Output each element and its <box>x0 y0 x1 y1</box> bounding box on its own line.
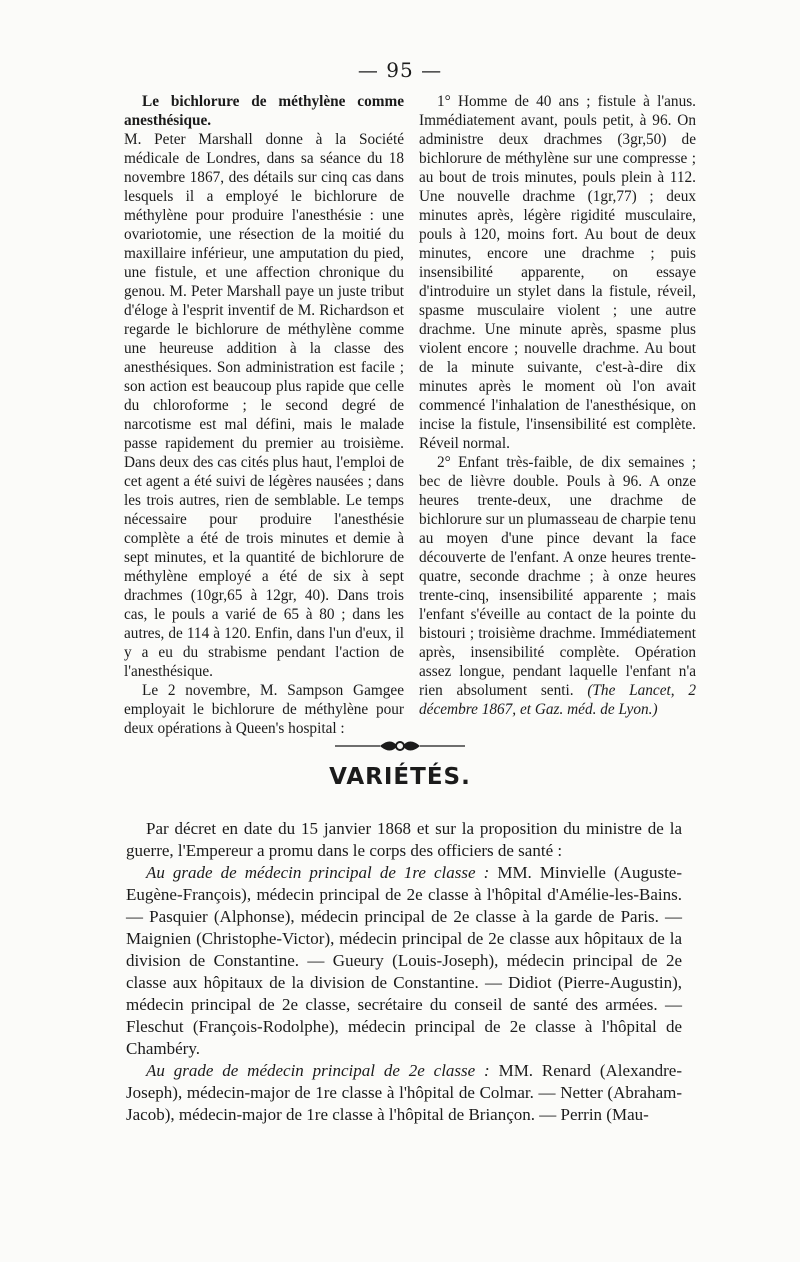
promotion-paragraph <box>126 1060 682 1126</box>
promotion-paragraph <box>126 862 682 1060</box>
right-column <box>419 92 696 719</box>
article-paragraph: M. Peter Marshall donne à la Société médicale de Londres, dans sa séance du 18 novembre 1867, des détails sur cinq cas dans lesquels il a employé le bichlorure de méthylène pour produire l'anesthésie : une ovariotomie, une résection de la moitié du maxillaire inférieur, une amputation du pied, une fistule, et une affection chronique du genou. M. Peter Marshall paye un juste tribut d'éloge à l'esprit inventif de M. Richardson et regarde le bichlorure de méthylène comme une heureuse addition à la classe des anesthésiques. Son administration est facile ; son action est beaucoup plus rapide que celle du chloroforme ; le second degré de narcotisme est mal défini, mais le malade passe rapidement du premier au troisième. Dans deux des cas cités plus haut, l'emploi de cet agent a été suivi de légères nausées ; dans les trois autres, rien de semblable. Le temps nécessaire pour produire l'anesthésie complète a été de trois minutes et demie à sept minutes, et la quantité de bichlorure de méthylène employé a été de six à sept drachmes (10gr,65 à 12gr, 40). Dans trois cas, le pouls a varié de 65 à 80 ; dans les autres, de 114 à 120. Enfin, dans l'un d'eux, il y a eu du strabisme pendant l'action de l'anesthésique. <box>124 131 404 680</box>
promotion-list: MM. Renard (Alexandre-Joseph), médecin-major de 1re classe à l'hôpital de Colmar. — Netter (Abraham-Jacob), médecin-major de 1re classe à l'hôpital de Briançon. — Perrin (Mau- <box>126 1061 682 1124</box>
case-paragraph <box>419 453 696 719</box>
grade-heading: Au grade de médecin principal de 1re classe : <box>146 863 490 882</box>
promotion-list: MM. Minvielle (Auguste-Eugène-François), médecin principal de 2e classe à l'hôpital d'Amélie-les-Bains. — Pasquier (Alphonse), médecin principal de 2e classe à la garde de Paris. — Maignien (Christophe-Victor), médecin principal de 2e classe aux hôpitaux de la division de Constantine. — Gueury (Louis-Joseph), médecin principal de 2e classe aux hôpitaux de la division de Constantine. — Didiot (Pierre-Augustin), médecin principal de 2e classe, secrétaire du conseil de santé des armées. — Fleschut (François-Rodolphe), médecin principal de 2e classe à l'hôpital de Chambéry. <box>126 863 682 1058</box>
left-column <box>124 92 404 738</box>
grade-heading: Au grade de médecin principal de 2e classe : <box>146 1061 490 1080</box>
ornamental-rule-icon <box>0 740 800 752</box>
case-text: 2° Enfant très-faible, de dix semaines ; bec de lièvre double. Pouls à 96. A onze heures trente-deux, une drachme de bichlorure sur un plumasseau de charpie tenu au moyen d'une pince devant la face découverte de l'enfant. A onze heures trente-quatre, seconde drachme ; à onze heures trente-cinq, insensibilité apparente ; mais l'enfant s'éveille au contact de la pointe du bistouri ; troisième drachme. Immédiatement après, insensibilité complète. Opération assez longue, pendant laquelle l'enfant n'a rien absolument senti. <box>419 454 696 699</box>
article-heading: Le bichlorure de méthylène comme anesthésique. <box>124 93 404 129</box>
case-paragraph: 1° Homme de 40 ans ; fistule à l'anus. Immédiatement avant, pouls petit, à 96. On administre deux drachmes (3gr,50) de bichlorure de méthylène sur une compresse ; au bout de trois minutes, pouls plein à 112. Une nouvelle drachme (1gr,77) ; deux minutes après, légère rigidité musculaire, pouls à 120, moins fort. Au bout de deux minutes, encore une drachme ; puis insensibilité apparente, on essaye d'introduire un stylet dans la fistule, réveil, spasme musculaire violent ; une autre drachme. Une minute après, spasme plus violent encore ; nouvelle drachme. Au bout de la minute suivante, c'est-à-dire dix minutes après le moment où l'on avait commencé l'inhalation de l'anesthésique, on incise la fistule, l'insensibilité est complète. Réveil normal. <box>419 93 696 452</box>
citation: (The Lancet, 2 décembre 1867, et Gaz. méd. de Lyon.) <box>419 682 697 718</box>
article-paragraph: Le 2 novembre, M. Sampson Gamgee employait le bichlorure de méthylène pour deux opérations à Queen's hospital : <box>124 682 404 737</box>
section-body <box>126 818 682 1126</box>
section-title: VARIÉTÉS. <box>329 764 471 790</box>
decree-paragraph: Par décret en date du 15 janvier 1868 et sur la proposition du ministre de la guerre, l'Empereur a promu dans le corps des officiers de santé : <box>126 819 682 860</box>
page-number: — 95 — <box>357 58 443 82</box>
